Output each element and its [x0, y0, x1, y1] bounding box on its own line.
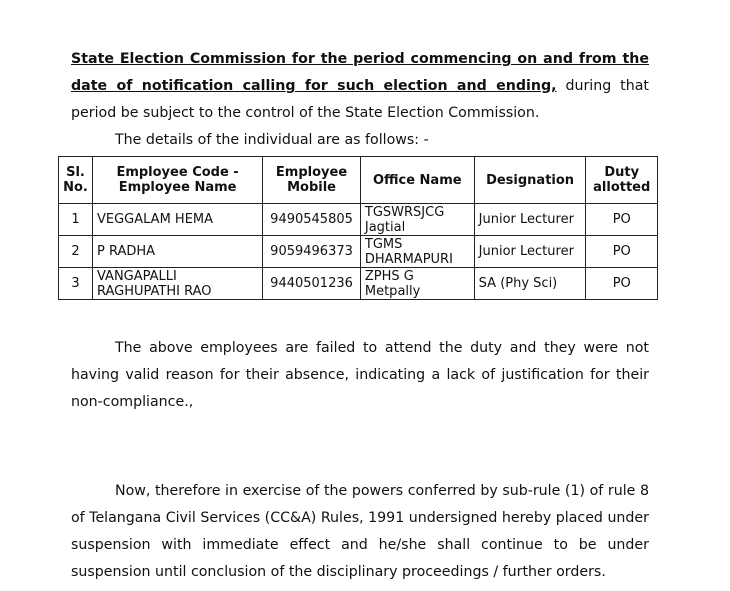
absence-text: The above employees are failed to attend the duty and they were not having valid reason for their absence, indicating a lack of justification for their non-compliance.,	[71, 340, 649, 410]
details-line: The details of the individual are as follows: -	[115, 132, 429, 148]
cell-sl: 1	[59, 204, 93, 236]
header-mobile: Employee Mobile	[263, 157, 361, 204]
header-office: Office Name	[360, 157, 474, 204]
cell-designation: Junior Lecturer	[474, 236, 586, 268]
cell-mobile: 9440501236	[263, 268, 361, 300]
header-designation: Designation	[474, 157, 586, 204]
table-row	[59, 236, 658, 268]
cell-office: TGMS DHARMAPURI	[360, 236, 474, 268]
cell-duty: PO	[586, 204, 658, 236]
cell-office: ZPHS G Metpally	[360, 268, 474, 300]
intro-paragraph	[71, 46, 649, 127]
cell-name: VEGGALAM HEMA	[92, 204, 262, 236]
employee-table	[58, 156, 658, 300]
cell-office: TGSWRSJCG Jagtial	[360, 204, 474, 236]
document-page	[63, 46, 651, 580]
cell-sl: 3	[59, 268, 93, 300]
absence-paragraph	[71, 335, 649, 416]
cell-name: VANGAPALLI RAGHUPATHI RAO	[92, 268, 262, 300]
cell-mobile: 9059496373	[263, 236, 361, 268]
cell-designation: SA (Phy Sci)	[474, 268, 586, 300]
intro-rest-text: during that period be subject to the control of the State Election Commission.	[71, 78, 649, 121]
cell-sl: 2	[59, 236, 93, 268]
cell-duty: PO	[586, 236, 658, 268]
suspension-paragraph	[71, 478, 649, 586]
suspension-text: Now, therefore in exercise of the powers conferred by sub-rule (1) of rule 8 of Telangana Civil Services (CC&A) Rules, 1991 undersigned hereby placed under suspension with immediate effect and he/she shall continue to be under suspension until conclusion of the disciplinary proceedings / further orders.	[71, 483, 649, 580]
table-row	[59, 268, 658, 300]
header-employee: Employee Code - Employee Name	[92, 157, 262, 204]
table-header-row	[59, 157, 658, 204]
intro-underlined-text: State Election Commission for the period commencing on and from the date of notification calling for such election and ending,	[71, 51, 649, 94]
cell-mobile: 9490545805	[263, 204, 361, 236]
cell-duty: PO	[586, 268, 658, 300]
header-duty: Duty allotted	[586, 157, 658, 204]
table-row	[59, 204, 658, 236]
header-sl-no: Sl. No.	[59, 157, 93, 204]
cell-name: P RADHA	[92, 236, 262, 268]
cell-designation: Junior Lecturer	[474, 204, 586, 236]
